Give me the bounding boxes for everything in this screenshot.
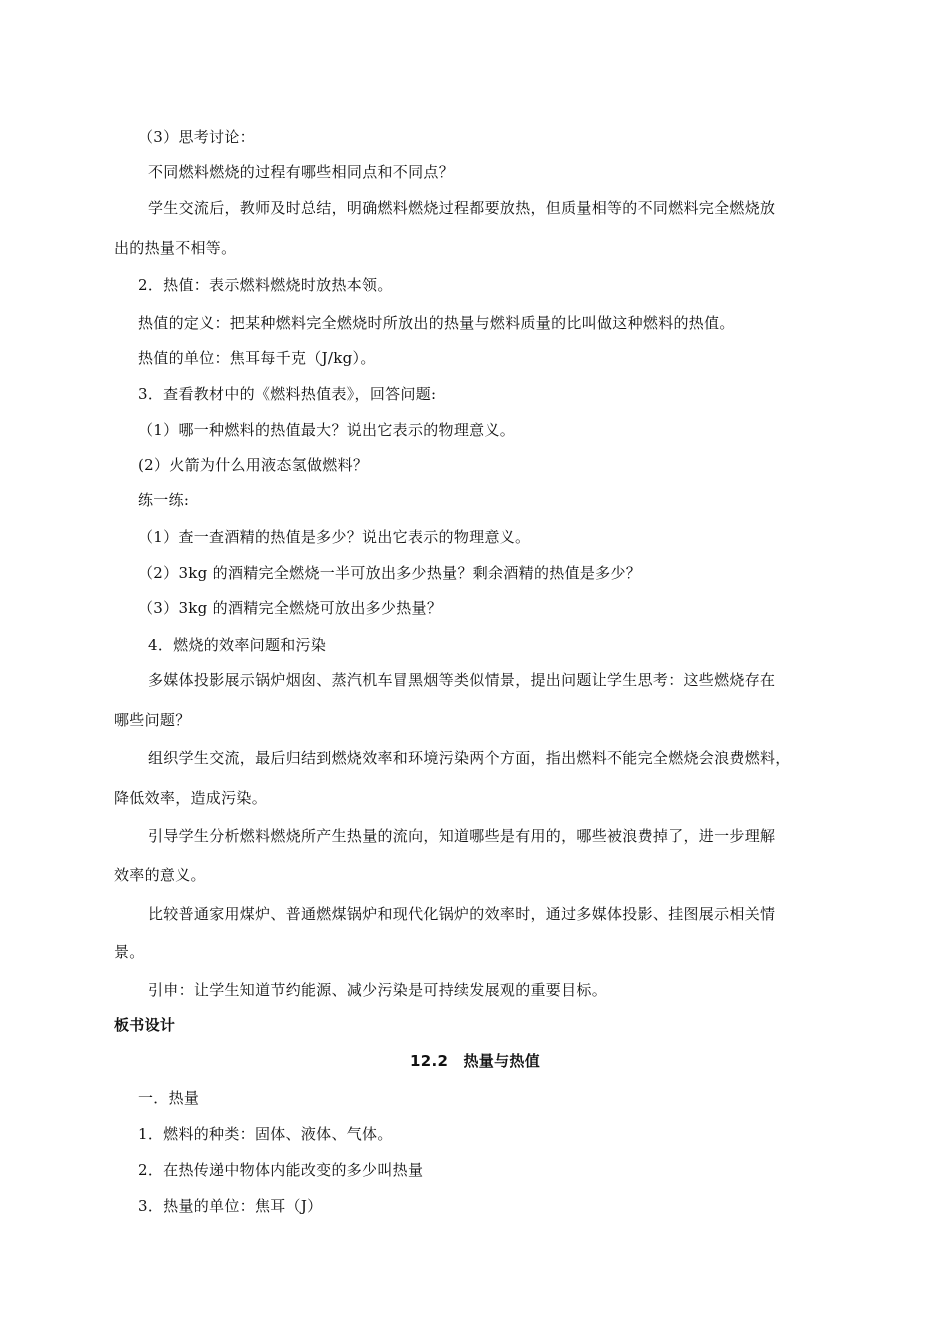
- text-line: 组织学生交流，最后归结到燃烧效率和环境污染两个方面，指出燃料不能完全燃烧会浪费燃料，: [148, 749, 791, 767]
- text-line: 景。: [114, 943, 145, 961]
- board-design-heading: 板书设计: [114, 1016, 176, 1034]
- text-line: 3．查看教材中的《燃料热值表》，回答问题:: [138, 385, 437, 403]
- text-line: 比较普通家用煤炉、普通燃煤锅炉和现代化锅炉的效率时，通过多媒体投影、挂图展示相关情: [148, 905, 776, 923]
- text-line: （2）3kg 的酒精完全燃烧一半可放出多少热量？剩余酒精的热值是多少？: [138, 564, 642, 582]
- board-line: 3．热量的单位：焦耳（J）: [138, 1197, 323, 1215]
- text-line: 引导学生分析燃料燃烧所产生热量的流向，知道哪些是有用的，哪些被浪费掉了，进一步理解: [148, 827, 776, 845]
- text-line: 热值的定义：把某种燃料完全燃烧时所放出的热量与燃料质量的比叫做这种燃料的热值。: [138, 314, 735, 332]
- text-line: 不同燃料燃烧的过程有哪些相同点和不同点？: [148, 163, 455, 181]
- text-line: （3）3kg 的酒精完全燃烧可放出多少热量？: [138, 599, 443, 617]
- text-line: 哪些问题？: [114, 711, 191, 729]
- text-line: 学生交流后，教师及时总结，明确燃料燃烧过程都要放热，但质量相等的不同燃料完全燃烧放: [148, 199, 776, 217]
- text-line: 出的热量不相等。: [114, 239, 237, 257]
- text-line: 引申：让学生知道节约能源、减少污染是可持续发展观的重要目标。: [148, 981, 608, 999]
- text-line: (2）火箭为什么用液态氢做燃料？: [138, 456, 369, 474]
- text-line: 多媒体投影展示锅炉烟囱、蒸汽机车冒黑烟等类似情景，提出问题让学生思考：这些燃烧存在: [148, 671, 776, 689]
- board-title: 12.2 热量与热值: [409, 1052, 540, 1070]
- text-line: 热值的单位：焦耳每千克（J/kg）。: [138, 349, 376, 367]
- board-line: 2．在热传递中物体内能改变的多少叫热量: [138, 1161, 424, 1179]
- board-line: 1．燃料的种类：固体、液体、气体。: [138, 1125, 393, 1143]
- text-line: （3）思考讨论：: [138, 128, 255, 146]
- text-line: （1）哪一种燃料的热值最大？说出它表示的物理意义。: [138, 421, 516, 439]
- text-line: （1）查一查酒精的热值是多少？说出它表示的物理意义。: [138, 528, 531, 546]
- text-line: 练一练:: [138, 491, 190, 509]
- text-line: 4．燃烧的效率问题和污染: [148, 636, 327, 654]
- text-line: 2．热值：表示燃料燃烧时放热本领。: [138, 276, 393, 294]
- board-line: 一．热量: [138, 1089, 200, 1107]
- text-line: 效率的意义。: [114, 866, 206, 884]
- text-line: 降低效率，造成污染。: [114, 789, 268, 807]
